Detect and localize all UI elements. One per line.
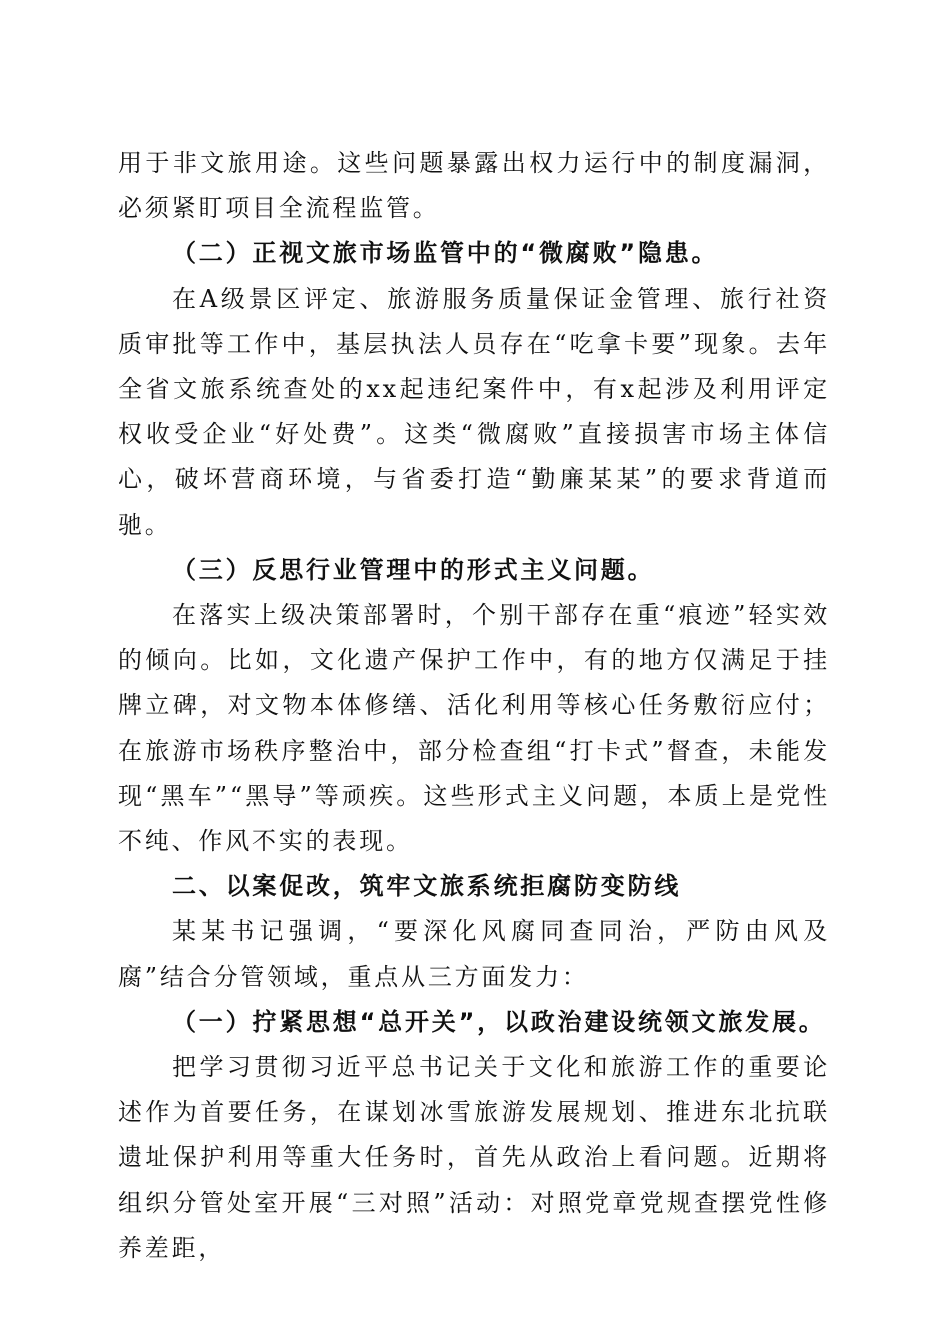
- paragraph-secretary-emphasis: 某某书记强调，“要深化风腐同查同治，严防由风及腐”结合分管领域，重点从三方面发力：: [118, 917, 830, 991]
- paragraph-political-building: 把学习贯彻习近平总书记关于文化和旅游工作的重要论述作为首要任务，在谋划冰雪旅游发展规划、推进东北抗联遗址保护利用等重大任务时，首先从政治上看问题。近期将组织分管处室开展“三对照”活动：对照党章党规查摆党性修养差距，: [118, 1053, 830, 1262]
- document-body: [118, 141, 830, 1271]
- paragraph-formalism: 在落实上级决策部署时，个别干部存在重“痕迹”轻实效的倾向。比如，文化遗产保护工作中，有的地方仅满足于挂牌立碑，对文物本体修缮、活化利用等核心任务敷衍应付；在旅游市场秩序整治中，部分检查组“打卡式”督查，未能发现“黑车”“黑导”等顽疾。这些形式主义问题，本质上是党性不纯、作风不实的表现。: [118, 601, 830, 856]
- paragraph-continuation: 用于非文旅用途。这些问题暴露出权力运行中的制度漏洞，必须紧盯项目全流程监管。: [118, 149, 830, 223]
- section-heading-2: 二、以案促改，筑牢文旅系统拒腐防变防线: [172, 872, 682, 901]
- sub-heading-3: （三）反思行业管理中的形式主义问题。: [172, 555, 655, 584]
- paragraph-micro-corruption: 在A级景区评定、旅游服务质量保证金管理、旅行社资质审批等工作中，基层执法人员存在“吃拿卡要”现象。去年全省文旅系统查处的xx起违纪案件中，有x起涉及利用评定权收受企业“好处费”。这类“微腐败”直接损害市场主体信心，破坏营商环境，与省委打造“勤廉某某”的要求背道而驰。: [118, 284, 830, 539]
- sub-heading-2: （二）正视文旅市场监管中的“微腐败”隐患。: [172, 239, 719, 268]
- sub-heading-1: （一）拧紧思想“总开关”，以政治建设统领文旅发展。: [172, 1007, 826, 1036]
